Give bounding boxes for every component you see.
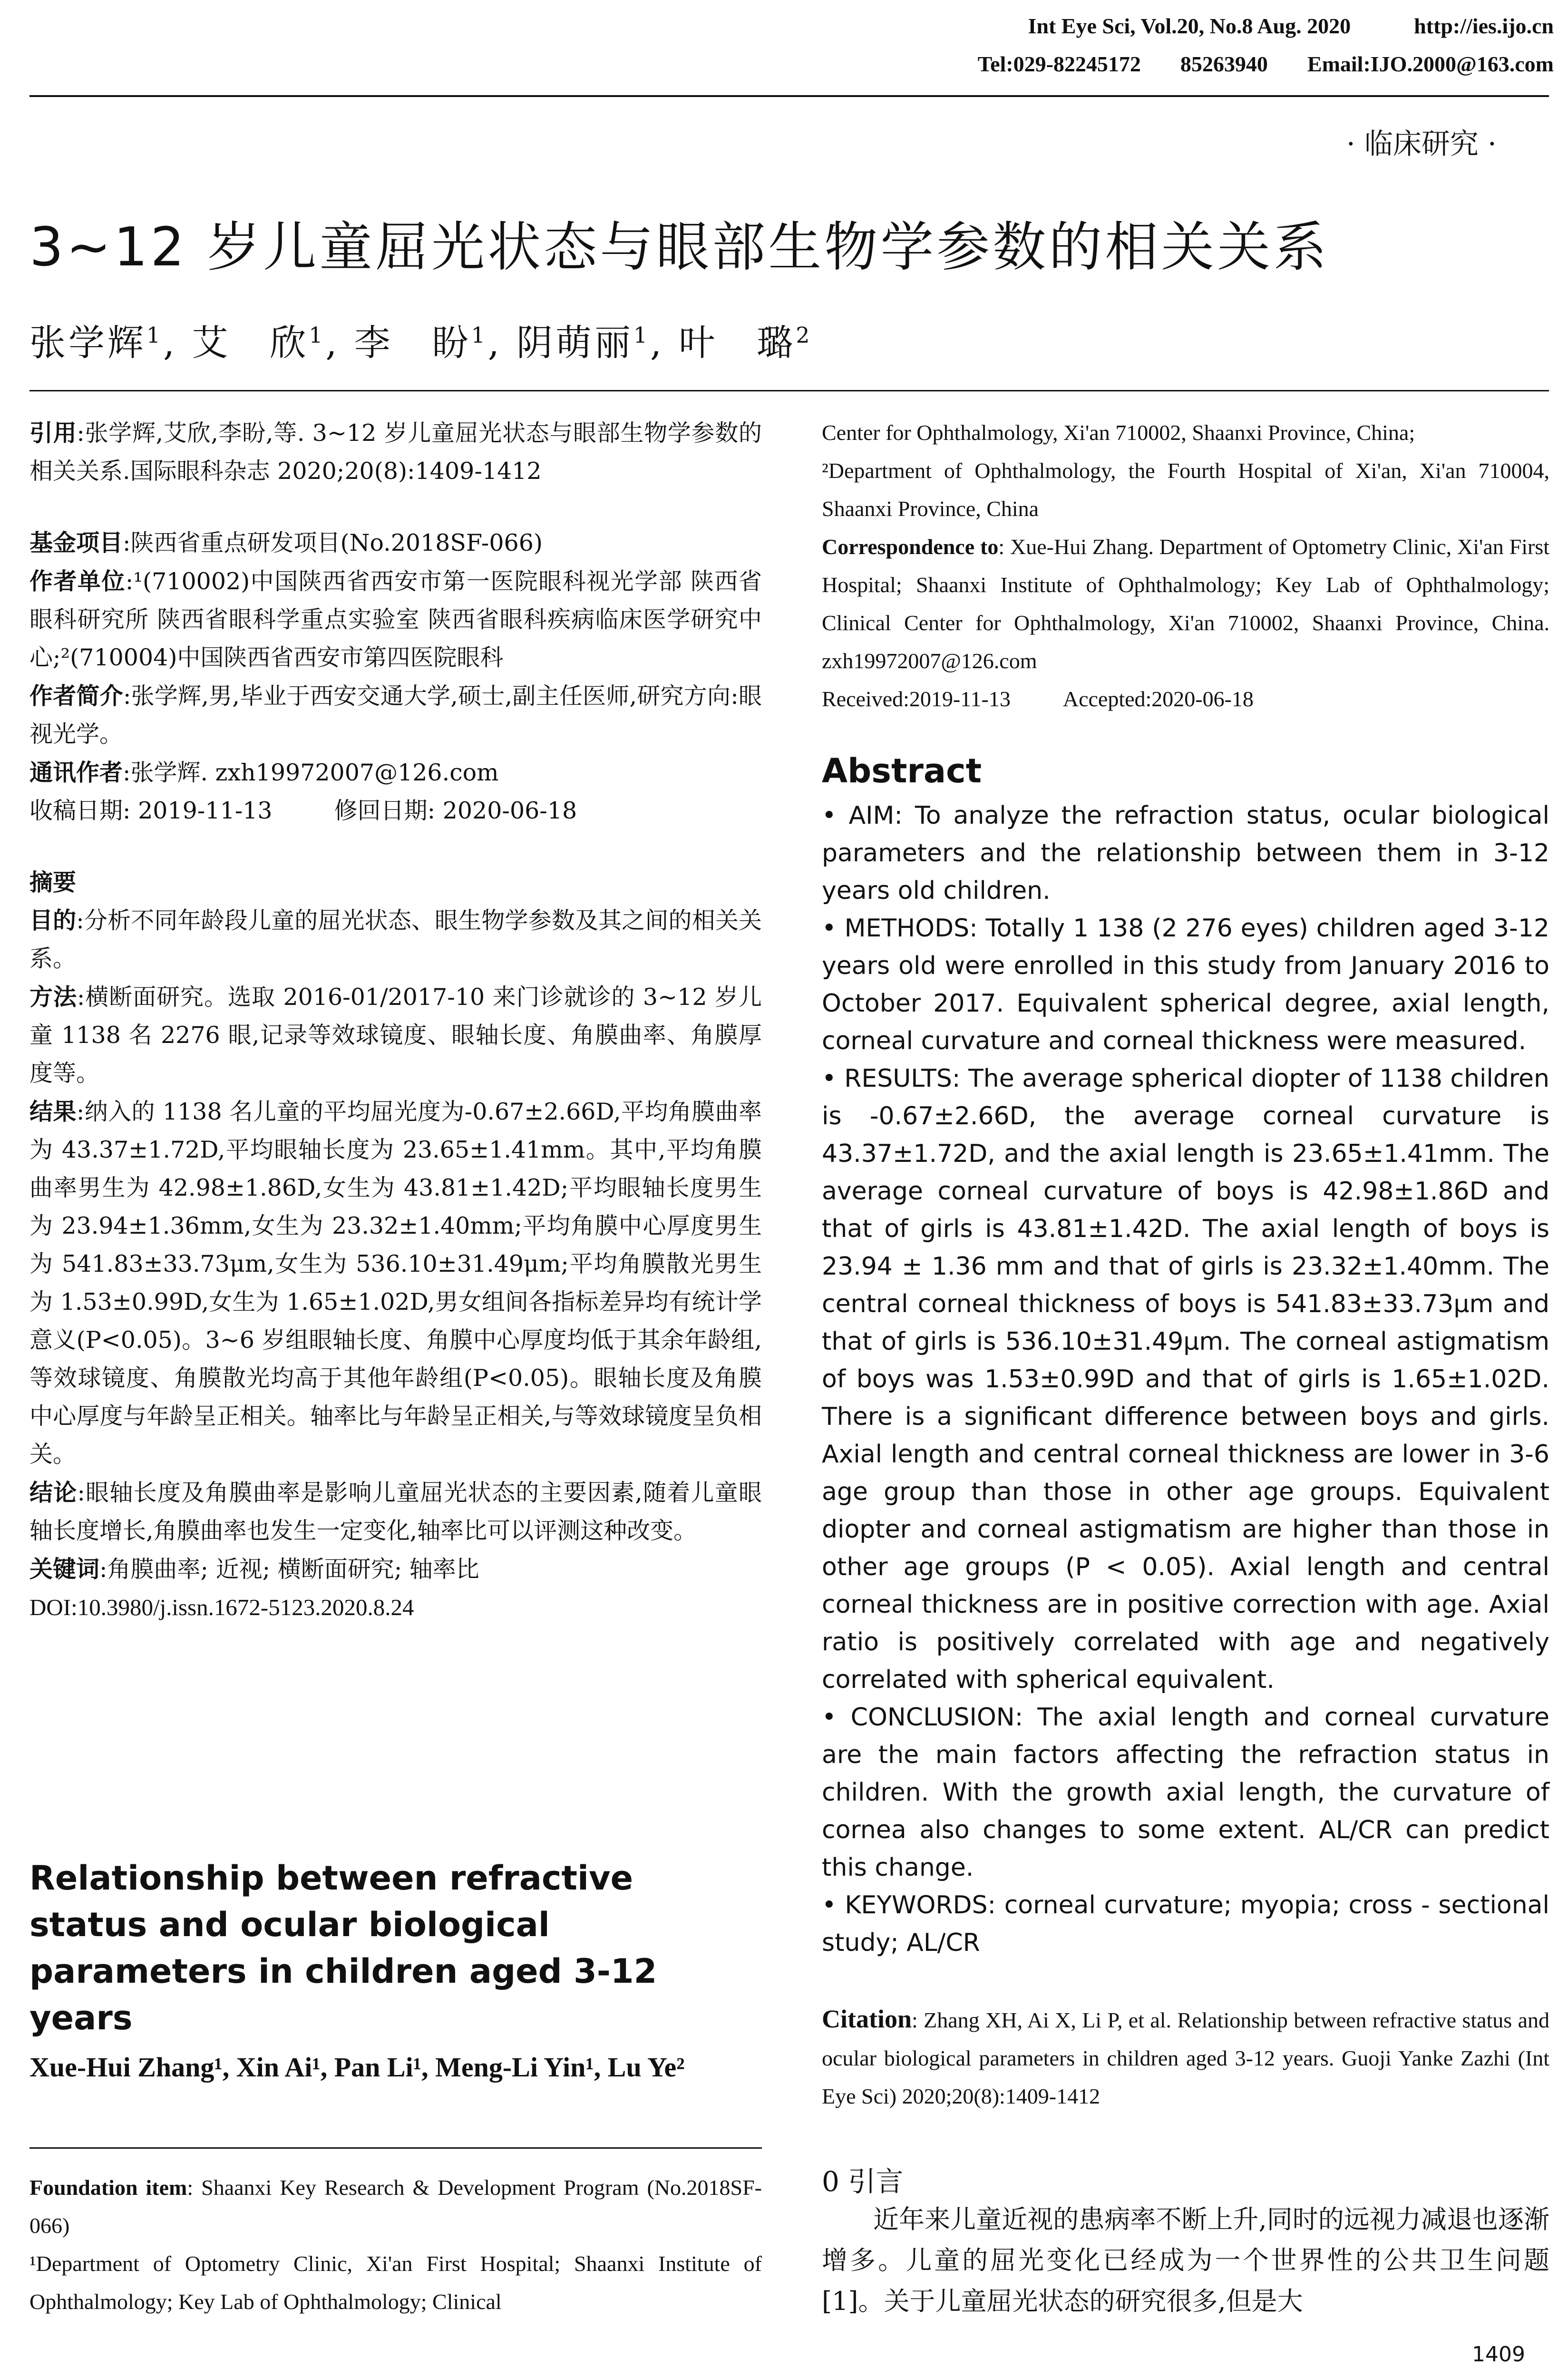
citation-cn: 引用:张学辉,艾欣,李盼,等. 3~12 岁儿童屈光状态与眼部生物学参数的相关关系.国际眼科杂志 2020;20(8):1409-1412 [29, 419, 762, 485]
abstract-cn-aim: 目的:分析不同年龄段儿童的屈光状态、眼生物学参数及其之间的相关关系。 [29, 906, 762, 972]
right-column-info [822, 414, 1549, 718]
author-affiliation: 1 [633, 322, 651, 348]
author-affiliation: 1 [146, 322, 164, 348]
journal-info: Int Eye Sci, Vol.20, No.8 Aug. 2020 [1028, 14, 1351, 38]
abstract-cn-conclusion: 结论:眼轴长度及角膜曲率是影响儿童屈光状态的主要因素,随着儿童眼轴长度增长,角膜曲率也发生一定变化,轴率比可以评测这种改变。 [29, 1479, 762, 1544]
abstract-methods: • METHODS: Totally 1 138 (2 276 eyes) children aged 3-12 years old were enrolled in this study from January 2016 to October 2017. Equivalent spherical degree, axial length, corneal curvature and corneal thickness were measured. [822, 914, 1549, 1055]
author-name: 张学辉 [29, 321, 146, 364]
column-tag: · 临床研究 · [1346, 127, 1497, 161]
correspondence: Correspondence to: Xue-Hui Zhang. Department of Optometry Clinic, Xi'an First Hospital; Shaanxi Institute of Ophthalmology; Key Lab of Ophthalmology; Clinical Center for Ophthalmology, Xi'an 710002, Shaanxi Province, China. zxh19972007@126.com [822, 535, 1549, 673]
abstract-cn-methods: 方法:横断面研究。选取 2016-01/2017-10 来门诊就诊的 3~12 岁儿童 1138 名 2276 眼,记录等效球镜度、眼轴长度、角膜曲率、角膜厚度等。 [29, 983, 762, 1087]
abstract-cn-results: 结果:纳入的 1138 名儿童的平均屈光度为-0.67±2.66D,平均角膜曲率为 43.37±1.72D,平均眼轴长度为 23.65±1.41mm。其中,平均角膜曲率男生为 42.98±1.86D,女生为 43.81±1.42D;平均眼轴长度男生为 23.94±1.36mm,女生为 23.32±1.40mm;平均角膜中心厚度男生为 541.83±33.73μm,女生为 536.10±31.49μm;平均角膜散光男生为 1.53±0.99D,女生为 1.65±1.02D,男女组间各指标差异均有统计学意义(P<0.05)。3~6 岁组眼轴长度、角膜中心厚度均低于其余年龄组,等效球镜度、角膜散光均高于其他年龄组(P<0.05)。眼轴长度及角膜中心厚度与年龄呈正相关。轴率比与年龄呈正相关,与等效球镜度呈负相关。 [29, 1098, 762, 1468]
header-rule [29, 95, 1549, 97]
english-authors: Xue-Hui Zhang¹, Xin Ai¹, Pan Li¹, Meng-Li Yin¹, Lu Ye² [29, 2052, 685, 2083]
foundation-item: Foundation item: Shaanxi Key Research & Development Program (No.2018SF-066) [29, 2175, 762, 2238]
fund-project: 基金项目:陕西省重点研发项目(No.2018SF-066) [29, 529, 543, 556]
page-number: 1409 [1472, 2342, 1525, 2367]
author-bio: 作者简介:张学辉,男,毕业于西安交通大学,硕士,副主任医师,研究方向:眼视光学。 [29, 682, 762, 748]
dates-en: Received:2019-11-13 Accepted:2020-06-18 [822, 687, 1254, 711]
author-list: 张学辉$^1$, 艾 欣$^1$, 李 盼$^1$, 阴萌丽$^1$, 叶 璐$^2$ [29, 321, 813, 364]
keywords-cn: 关键词:角膜曲率; 近视; 横断面研究; 轴率比 [29, 1555, 479, 1583]
introduction [822, 2159, 1549, 2322]
abstract-cn-heading: 摘要 [29, 868, 77, 896]
article-title: 3~12 岁儿童屈光状态与眼部生物学参数的相关关系 [29, 216, 1330, 278]
authors-rule [29, 390, 1549, 391]
author-name: 艾 欣 [192, 321, 309, 364]
abstract-keywords: • KEYWORDS: corneal curvature; myopia; cross - sectional study; AL/CR [822, 1891, 1549, 1957]
abstract-conclusion: • CONCLUSION: The axial length and corneal curvature are the main factors affecting the refraction status in children. With the growth axial length, the curvature of cornea also changes to some extent. AL/CR can predict this change. [822, 1703, 1549, 1882]
abstract-heading: Abstract [822, 751, 982, 790]
author-affiliation: 1 [471, 322, 488, 348]
journal-header-line2 [978, 51, 1554, 77]
author-name: 李 盼 [354, 321, 471, 364]
journal-url[interactable]: http://ies.ijo.cn [1414, 14, 1554, 38]
journal-tel2: 85263940 [1180, 52, 1268, 76]
english-title: Relationship between refractive status and ocular biological parameters in children aged 3-12 years [29, 1859, 657, 2037]
abstract-results: • RESULTS: The average spherical diopter of 1138 children is -0.67±2.66D, the average corneal curvature is 43.37±1.72D, and the axial length is 23.65±1.41mm. The average corneal curvature of boys is 42.98±1.86D and that of girls is 43.81±1.42D. The axial length of boys is 23.94 ± 1.36 mm and that of girls is 23.32±1.40mm. The central corneal thickness of boys is 541.83±33.73μm and that of girls is 536.10±31.49μm. The corneal astigmatism of boys was 1.53±0.99D and that of girls is 1.65±1.02D. There is a significant difference between boys and girls. Axial length and central corneal thickness are lower in 3-6 age group than those in other age groups. Equivalent diopter and corneal astigmatism are higher than those in other age groups (P < 0.05). Axial length and central corneal thickness are in positive correction with age. Axial ratio is positively correlated with age and negatively correlated with spherical equivalent. [822, 1064, 1549, 1694]
intro-heading: 0 引言 [822, 2165, 904, 2198]
abstract-aim: • AIM: To analyze the refraction status, ocular biological parameters and the relationship between them in 3-12 years old children. [822, 801, 1549, 905]
author-affiliation: 2 [796, 322, 813, 348]
left-column-info [29, 414, 762, 1627]
journal-tel: Tel:029-82245172 [977, 52, 1141, 76]
left-footnotes [29, 2169, 762, 2321]
journal-header-line1 [1028, 13, 1554, 39]
citation-en: Citation: Zhang XH, Ai X, Li P, et al. Relationship between refractive status and ocular biological parameters in children aged 3-12 years. Guoji Yanke Zazhi (Int Eye Sci) 2020;20(8):1409-1412 [822, 2005, 1549, 2108]
corresponding-author: 通讯作者:张学辉. zxh19972007@126.com [29, 759, 499, 786]
journal-email[interactable]: Email:IJO.2000@163.com [1307, 52, 1554, 76]
author-name: 叶 璐 [679, 321, 796, 364]
affiliation-1: ¹Department of Optometry Clinic, Xi'an First Hospital; Shaanxi Institute of Ophthalmology; Key Lab of Ophthalmology; Clinical [29, 2251, 762, 2314]
authors-en-rule [29, 2147, 762, 2149]
doi[interactable]: DOI:10.3980/j.issn.1672-5123.2020.8.24 [29, 1594, 414, 1620]
intro-text: 近年来儿童近视的患病率不断上升,同时的远视力减退也逐渐增多。儿童的屈光变化已经成为一个世界性的公共卫生问题[1]。关于儿童屈光状态的研究很多,但是大 [822, 2204, 1549, 2316]
affiliation-1-cont: Center for Ophthalmology, Xi'an 710002, Shaanxi Province, China; [822, 420, 1415, 445]
abstract-en [822, 751, 1549, 1962]
dates-cn: 收稿日期: 2019-11-13 修回日期: 2020-06-18 [29, 797, 577, 824]
affiliation-2: ²Department of Ophthalmology, the Fourth Hospital of Xi'an, Xi'an 710004, Shaanxi Province, China [822, 458, 1549, 521]
author-name: 阴萌丽 [516, 321, 634, 364]
author-unit: 作者单位:¹(710002)中国陕西省西安市第一医院眼科视光学部 陕西省眼科研究所 陕西省眼科学重点实验室 陕西省眼科疾病临床医学研究中心;²(710004)中国陕西省西安市第四医院眼科 [29, 567, 762, 671]
citation-en-block [822, 2000, 1549, 2115]
author-affiliation: 1 [309, 322, 326, 348]
